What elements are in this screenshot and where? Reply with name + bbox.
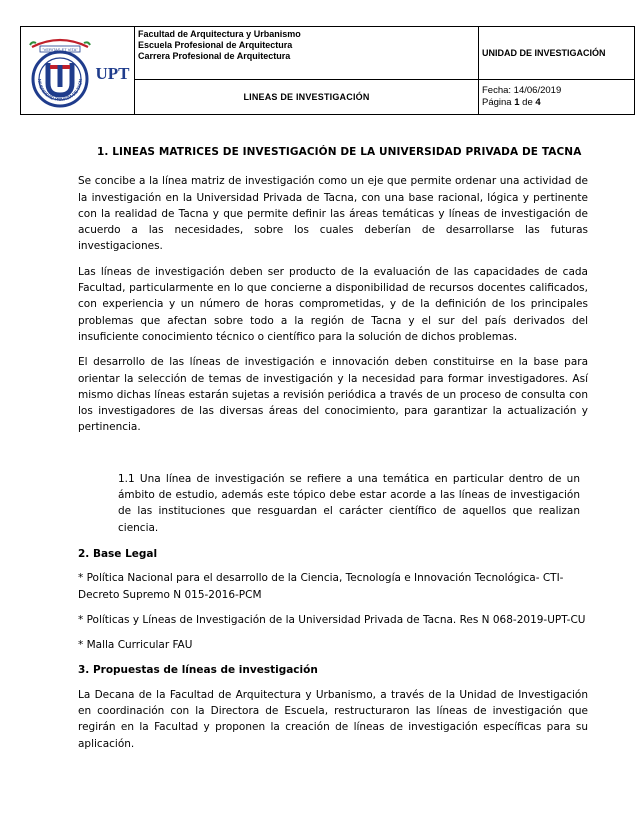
- title-cell: [135, 80, 479, 115]
- logo-acronym: UPT: [95, 63, 130, 83]
- meta-cell: [479, 80, 635, 115]
- logo-ring-text: NIVERSIDAD PRIVADA DE TACN: [36, 78, 83, 102]
- document-title: LINEAS DE INVESTIGACIÓN: [243, 92, 370, 103]
- legal-item-2: * Políticas y Líneas de Investigación de la Universidad Privada de Tacna. Res N 068-2019-UPT-CU: [78, 613, 586, 626]
- unit-label: UNIDAD DE INVESTIGACIÓN: [482, 48, 606, 59]
- career-name: Carrera Profesional de Arquitectura: [138, 51, 291, 61]
- page-total: 4: [535, 97, 541, 109]
- section-1-paragraph-1: Se concibe a la línea matriz de investigación como un eje que permite ordenar una actividad de la investigación en la Universidad Privada de Tacna, con una base racional, lógica y pertinente con la realidad de Tacna y que permite definir las áreas temáticas y líneas de investigación de acuerdo a las necesidades, sobre los cuales deberían de desarrollarse las futuras investigaciones.: [78, 175, 588, 253]
- document-body: [78, 144, 588, 761]
- logo-cell: [21, 27, 135, 115]
- section-1-heading: 1. LINEAS MATRICES DE INVESTIGACIÓN DE LA UNIVERSIDAD PRIVADA DE TACNA: [97, 146, 582, 158]
- page-number: 1: [514, 97, 520, 109]
- logo-banner-text: "VERITAS ET VITA": [41, 46, 78, 52]
- document-header: [20, 26, 635, 115]
- subsection-1-1: 1.1 Una línea de investigación se refiere a una temática en particular dentro de un ámbito de estudio, además este tópico debe estar acorde a las líneas de investigación de las instituciones que resguardan el carácter científico de aquellos que realizan ciencia.: [118, 472, 580, 534]
- school-name: Escuela Profesional de Arquitectura: [138, 40, 293, 50]
- unit-cell: [479, 27, 635, 80]
- section-1-paragraph-3: El desarrollo de las líneas de investigación e innovación deben constituirse en la base para orientar la selección de temas de investigación y la necesidad para formar investigadores. Así mismo dichas líneas estarán sujetas a revisión periódica a través de un proceso de consulta con los investigadores de las diversas áreas del conocimiento, para garantizar la actualización y pertinencia.: [78, 356, 588, 434]
- faculty-name: Facultad de Arquitectura y Urbanismo: [138, 29, 301, 39]
- document-date: Fecha: 14/06/2019: [482, 85, 562, 97]
- legal-item-1: * Política Nacional para el desarrollo de la Ciencia, Tecnología e Innovación Tecnológica- CTI- Decreto Supremo N 015-2016-PCM: [78, 572, 564, 601]
- section-1-paragraph-2: Las líneas de investigación deben ser producto de la evaluación de las capacidades de cada Facultad, particularmente en lo que concierne a disponibilidad de recursos docentes calificados, con experiencia y un número de horas comprometidas, y de la definición de los principales problemas que afectan sobre todo a la región de Tacna y el sur del país derivados del insuficiente conocimiento técnico o científico para la solución de dichos problemas.: [78, 265, 588, 343]
- section-2-heading: 2. Base Legal: [78, 547, 158, 560]
- section-3-heading: 3. Propuestas de líneas de investigación: [78, 664, 318, 677]
- legal-item-3: * Malla Curricular FAU: [78, 639, 193, 652]
- upt-shield-logo-icon: [26, 33, 94, 109]
- section-3-paragraph: La Decana de la Facultad de Arquitectura y Urbanismo, a través de la Unidad de Investigación en coordinación con la Directora de Escuela, restructuraron las líneas de investigación que regirán en la Facultad y proponen la creación de líneas de investigación específicas para su aplicación.: [78, 688, 588, 750]
- institution-cell: [135, 27, 479, 80]
- page-indicator: Página 1 de 4: [482, 97, 541, 109]
